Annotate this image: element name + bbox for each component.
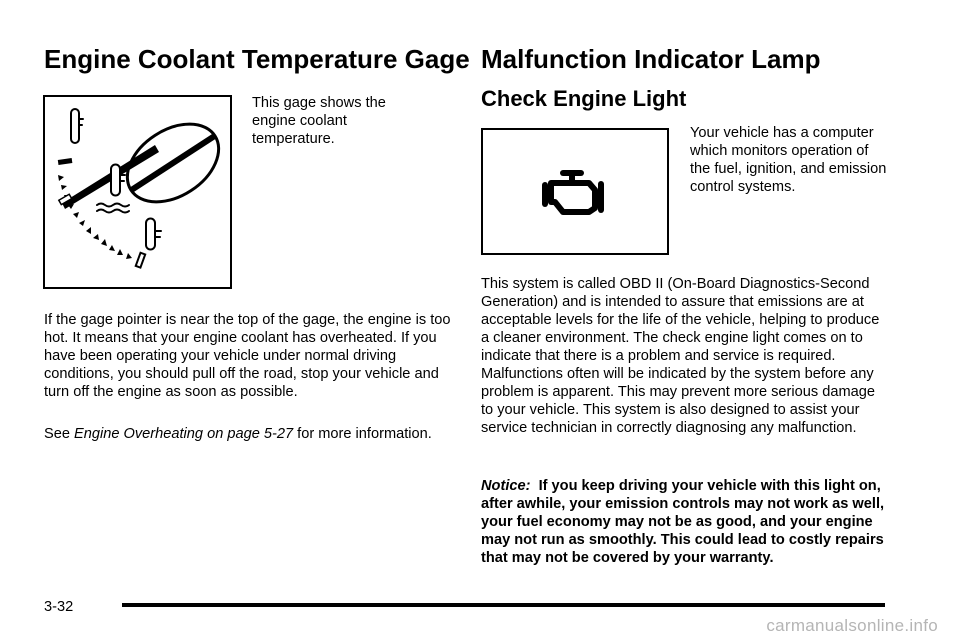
check-engine-intro: Your vehicle has a computer which monitors operation of the fuel, ignition, and emission control systems.	[690, 125, 887, 195]
see-prefix: See	[44, 426, 70, 442]
see-suffix: for more information.	[297, 426, 432, 442]
gauge-caption: This gage shows the engine coolant temperature.	[252, 95, 386, 147]
see-reference-link[interactable]: Engine Overheating on page 5-27	[74, 426, 294, 442]
notice-text: If you keep driving your vehicle with this light on, after awhile, your emission controls may not work as well, your fuel economy may not be as good, and your engine may not run as smoothly. This could lead to costly repairs that may not be covered by your warranty.	[481, 478, 885, 566]
see-reference	[44, 425, 456, 443]
mil-heading: Malfunction Indicator Lamp	[481, 44, 821, 74]
notice-label: Notice:	[481, 478, 531, 494]
check-engine-figure	[481, 128, 669, 255]
coolant-gage-heading: Engine Coolant Temperature Gage	[44, 44, 470, 74]
footer-rule	[122, 603, 885, 607]
coolant-temperature-gauge-icon	[45, 97, 230, 287]
check-engine-icon	[483, 130, 667, 253]
check-engine-subheading: Check Engine Light	[481, 86, 687, 111]
coolant-gauge-figure	[43, 95, 232, 289]
page-number: 3-32	[44, 599, 74, 615]
obd-paragraph: This system is called OBD II (On-Board Diagnostics-Second Generation) and is intended to assure that emissions are at acceptable levels for the life of the vehicle, helping to produce a cleaner environment. The check engine light comes on to indicate that there is a problem and service is required. Malfunctions often will be indicated by the system before any problem is apparent. This may prevent more serious damage to your vehicle. This system is also designed to assist your service technician in correctly diagnosing any malfunction.	[481, 276, 880, 436]
watermark: carmanualsonline.info	[766, 616, 938, 635]
notice-block	[481, 477, 891, 567]
coolant-paragraph: If the gage pointer is near the top of the gage, the engine is too hot. It means that your engine coolant has overheated. If you have been operating your vehicle under normal driving conditions, you should pull off the road, stop your vehicle and turn off the engine as soon as possible.	[44, 312, 451, 400]
